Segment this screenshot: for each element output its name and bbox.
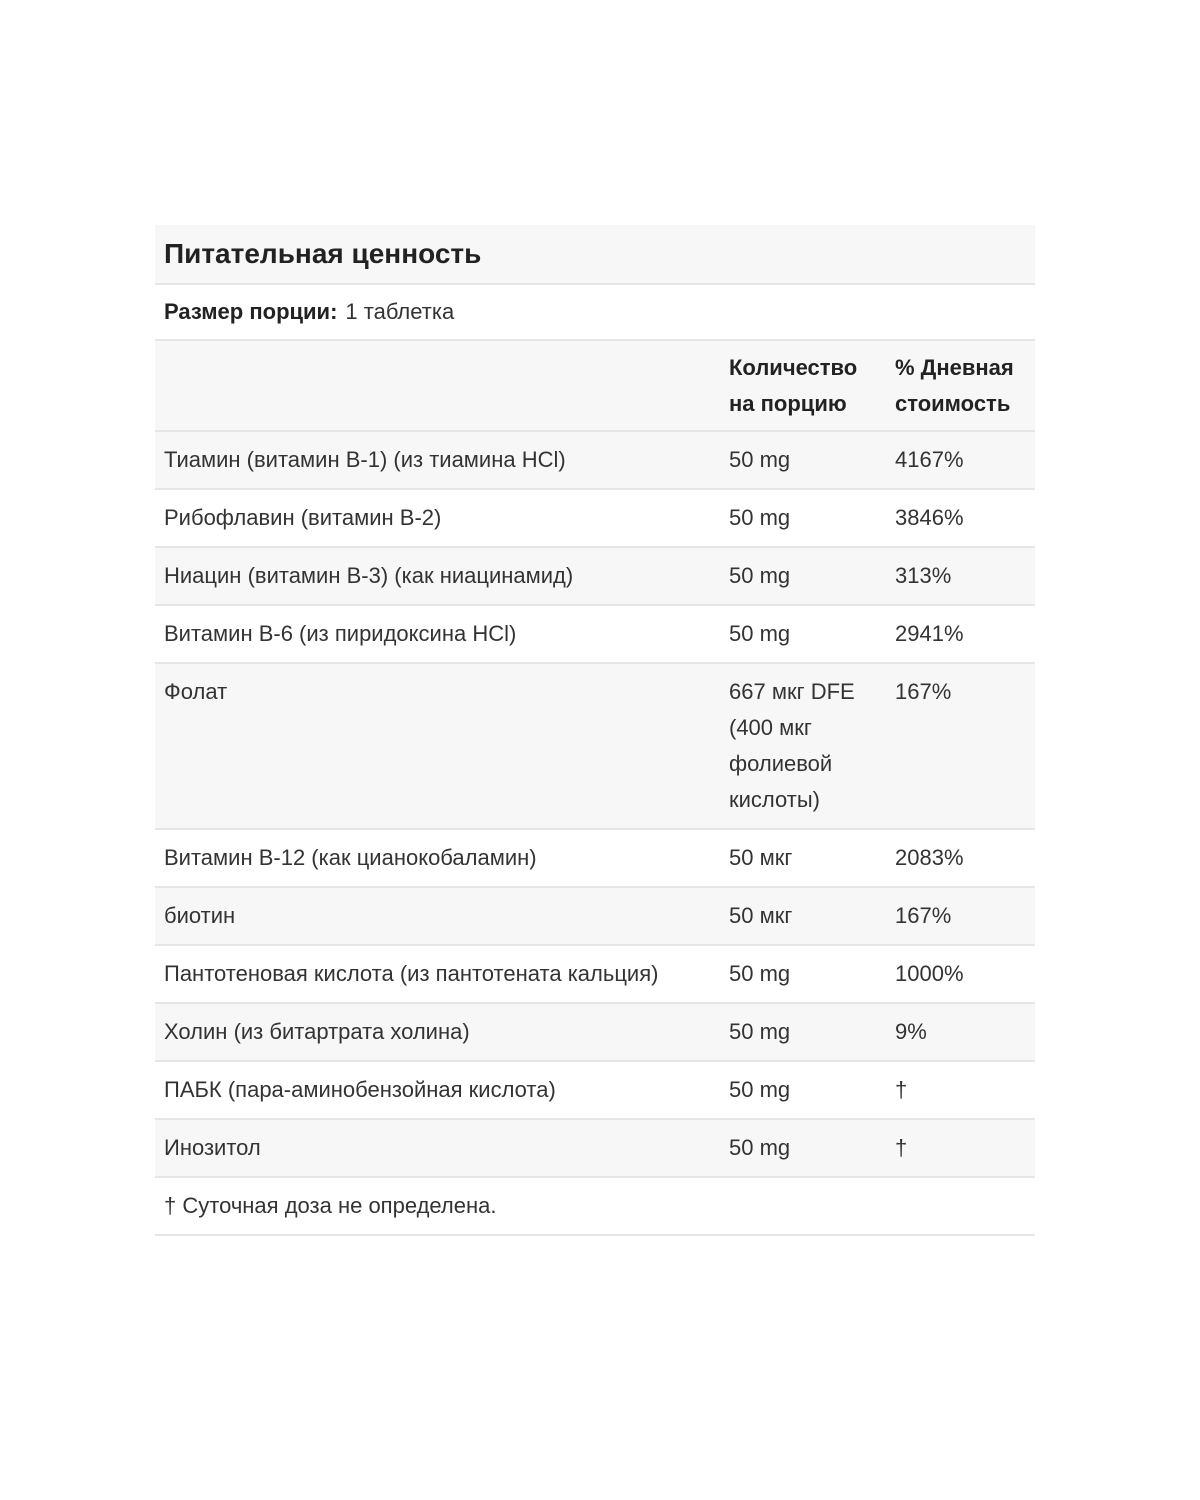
nutrient-name: Холин (из битартрата холина) [155,1003,720,1061]
nutrient-name: Ниацин (витамин B-3) (как ниацинамид) [155,547,720,605]
nutrient-amount: 50 mg [720,431,886,489]
header-amount: Количество на порцию [720,341,886,431]
nutrient-daily-value: 167% [886,887,1035,945]
nutrient-amount: 50 мкг [720,829,886,887]
header-nutrient [155,341,720,431]
nutrient-daily-value: † [886,1061,1035,1119]
nutrient-name: ПАБК (пара-аминобензойная кислота) [155,1061,720,1119]
footnote: † Суточная доза не определена. [155,1177,1035,1235]
nutrient-name: Фолат [155,663,720,829]
serving-size-label: Размер порции: [164,299,338,324]
panel-title: Питательная ценность [164,238,482,269]
nutrient-name: Инозитол [155,1119,720,1177]
nutrient-daily-value: 9% [886,1003,1035,1061]
nutrient-daily-value: 167% [886,663,1035,829]
nutrition-table [155,341,1035,1236]
table-row [155,605,1035,663]
nutrient-amount: 50 mg [720,489,886,547]
nutrient-amount: 667 мкг DFE (400 мкг фолиевой кислоты) [720,663,886,829]
serving-size-row [155,285,1035,341]
nutrient-name: Витамин B-12 (как цианокобаламин) [155,829,720,887]
table-row [155,887,1035,945]
nutrition-facts-panel [155,225,1035,1236]
nutrient-daily-value: 2941% [886,605,1035,663]
nutrient-daily-value: † [886,1119,1035,1177]
header-daily-value: % Дневная стоимость [886,341,1035,431]
nutrient-amount: 50 мкг [720,887,886,945]
table-row [155,1003,1035,1061]
table-row [155,1061,1035,1119]
nutrient-daily-value: 313% [886,547,1035,605]
nutrient-daily-value: 4167% [886,431,1035,489]
nutrient-amount: 50 mg [720,1061,886,1119]
table-row [155,829,1035,887]
footnote-row [155,1177,1035,1235]
nutrient-amount: 50 mg [720,1119,886,1177]
table-row [155,431,1035,489]
title-bar [155,225,1035,285]
serving-size-value: 1 таблетка [345,299,455,324]
table-header-row [155,341,1035,431]
table-row [155,547,1035,605]
nutrient-daily-value: 3846% [886,489,1035,547]
nutrient-name: Рибофлавин (витамин B-2) [155,489,720,547]
table-row [155,663,1035,829]
nutrient-daily-value: 2083% [886,829,1035,887]
table-row [155,489,1035,547]
nutrient-name: биотин [155,887,720,945]
table-body [155,431,1035,1235]
nutrient-daily-value: 1000% [886,945,1035,1003]
table-row [155,1119,1035,1177]
nutrient-amount: 50 mg [720,547,886,605]
nutrient-name: Витамин B-6 (из пиридоксина HCl) [155,605,720,663]
nutrient-amount: 50 mg [720,945,886,1003]
nutrient-amount: 50 mg [720,605,886,663]
nutrient-amount: 50 mg [720,1003,886,1061]
nutrient-name: Пантотеновая кислота (из пантотената кальция) [155,945,720,1003]
table-row [155,945,1035,1003]
nutrient-name: Тиамин (витамин B-1) (из тиамина HCl) [155,431,720,489]
